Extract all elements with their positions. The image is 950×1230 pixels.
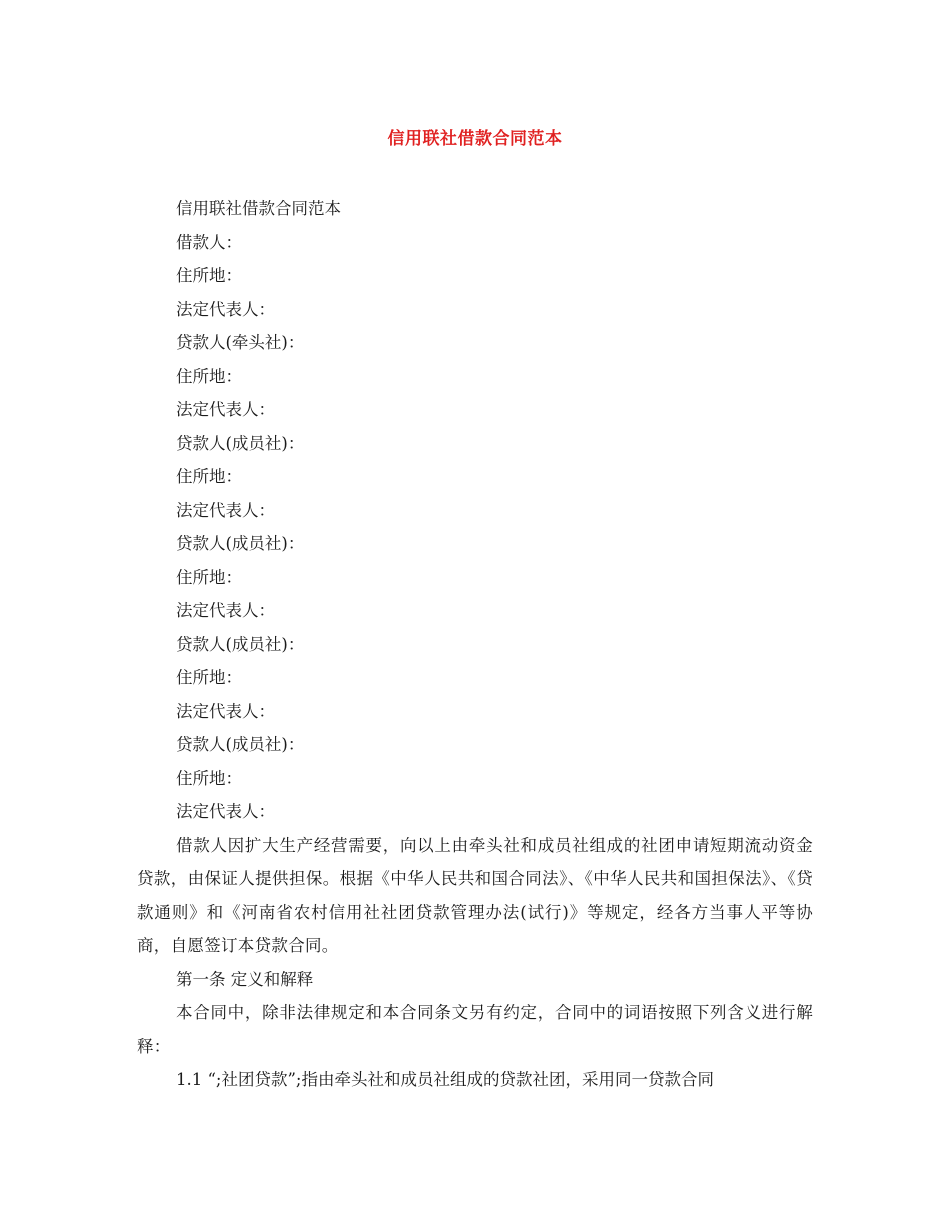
- lender-lead-line: 贷款人(牵头社)：: [176, 333, 305, 352]
- lender-member-line: 贷款人(成员社)：: [176, 534, 305, 553]
- legal-rep-line: 法定代表人：: [176, 701, 275, 721]
- address-line: 住所地：: [176, 567, 242, 587]
- address-line: 住所地：: [176, 266, 242, 285]
- legal-rep-line: 法定代表人：: [176, 601, 275, 620]
- address-line: 住所地：: [176, 366, 242, 386]
- borrower-line: 借款人：: [176, 232, 242, 252]
- legal-rep-line: 法定代表人：: [176, 400, 275, 419]
- legal-rep-line: 法定代表人：: [176, 299, 275, 319]
- legal-rep-line: 法定代表人：: [176, 500, 275, 520]
- body-heading: 信用联社借款合同范本: [176, 199, 341, 218]
- lender-member-line: 贷款人(成员社)：: [176, 634, 305, 654]
- document-body: [137, 192, 813, 1097]
- document-title: 信用联社借款合同范本: [387, 129, 563, 149]
- clause-1-1: 1.1 “;社团贷款”;指由牵头社和成员社组成的贷款社团，采用同一贷款合同: [176, 1070, 714, 1089]
- legal-rep-line: 法定代表人：: [176, 802, 275, 821]
- lender-member-line: 贷款人(成员社)：: [176, 735, 305, 754]
- address-line: 住所地：: [176, 768, 242, 788]
- lender-member-line: 贷款人(成员社)：: [176, 433, 305, 453]
- article-1-heading: 第一条 定义和解释: [176, 969, 314, 989]
- address-line: 住所地：: [176, 467, 242, 486]
- address-line: 住所地：: [176, 668, 242, 687]
- preamble-paragraph: 借款人因扩大生产经营需要，向以上由牵头社和成员社组成的社团申请短期流动资金贷款，由保证人提供担保。根据《中华人民共和国合同法》、《中华人民共和国担保法》、《贷款通则》和《河南省农村信用社社团贷款管理办法(试行)》等规定，经各方当事人平等协商，自愿签订本贷款合同。: [137, 835, 813, 955]
- definitions-intro-paragraph: 本合同中，除非法律规定和本合同条文另有约定，合同中的词语按照下列含义进行解释：: [137, 1003, 813, 1056]
